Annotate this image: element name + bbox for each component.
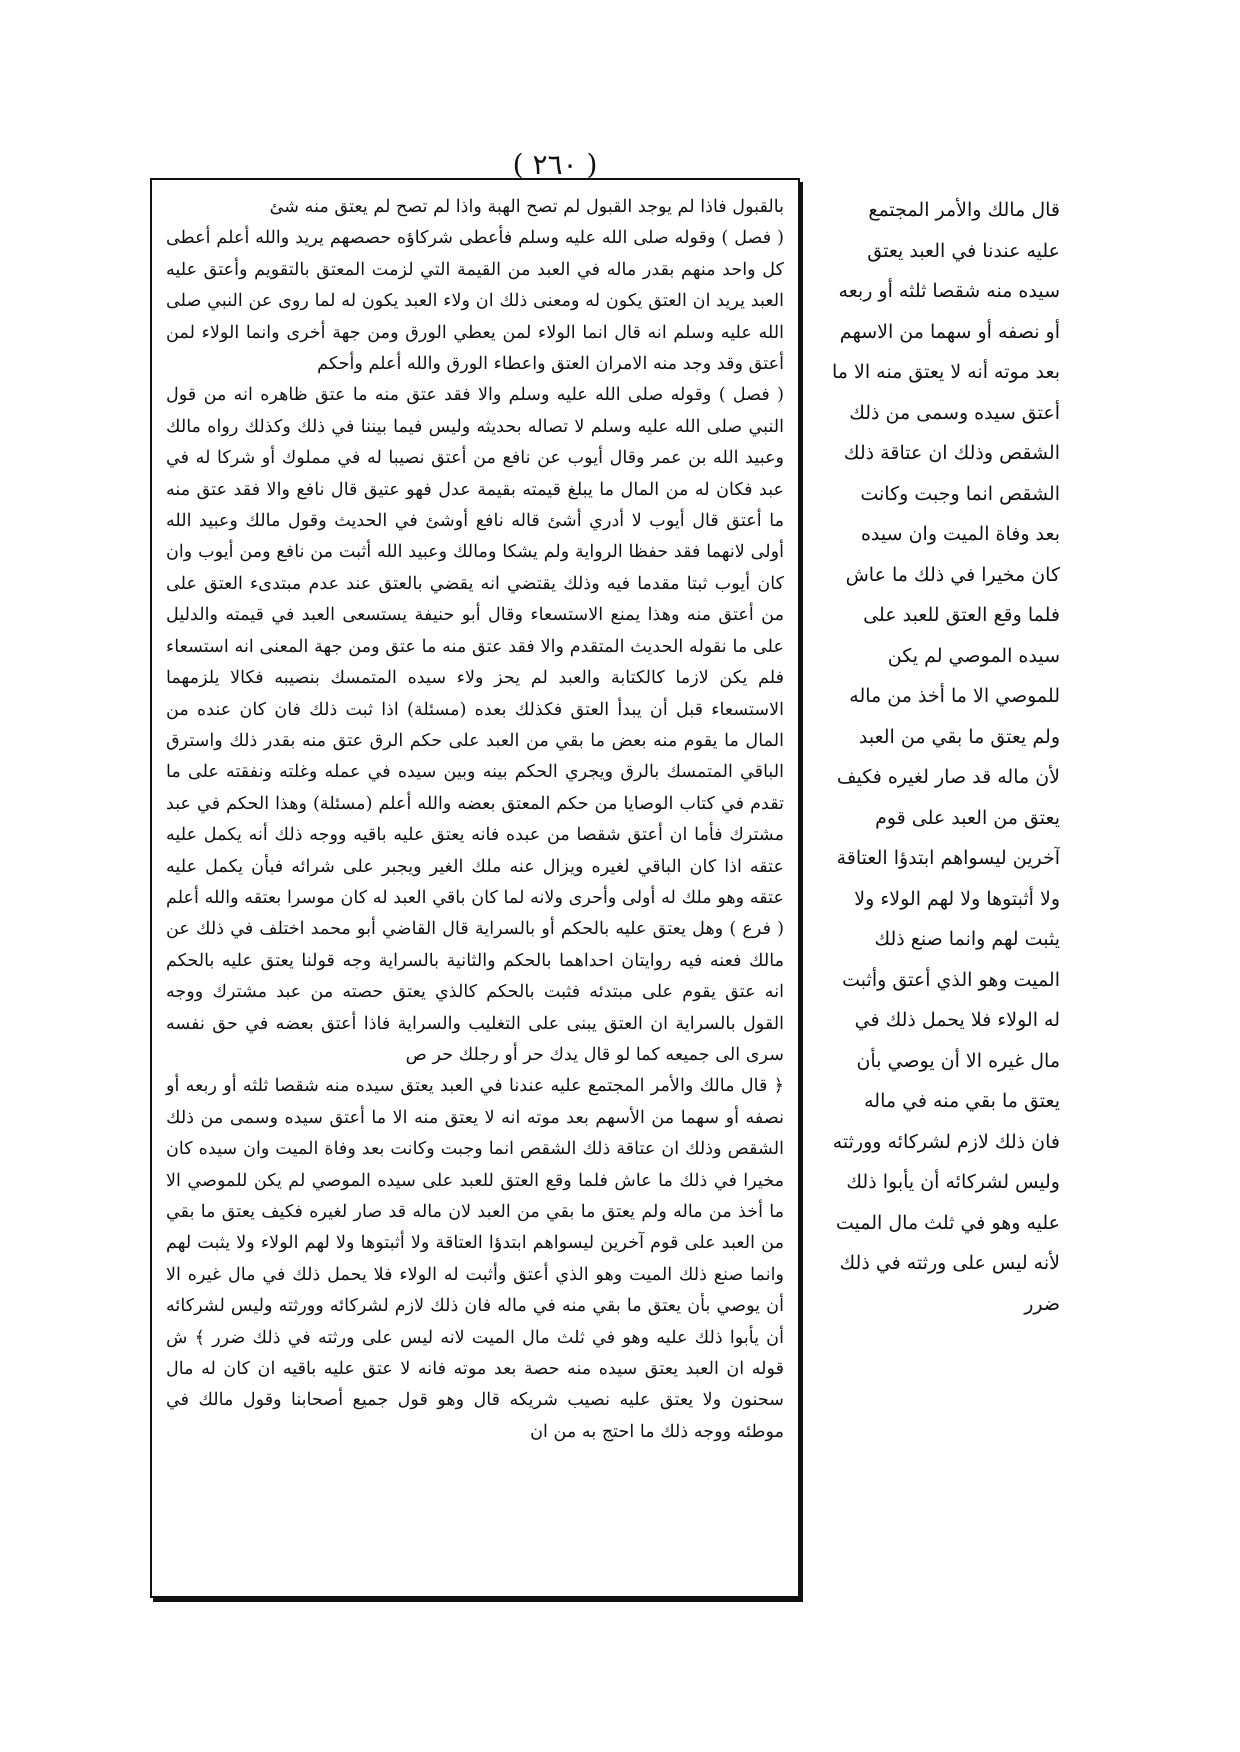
main-text-frame: [150, 178, 800, 1598]
main-paragraph: ﴿ قال مالك والأمر المجتمع عليه عندنا في العبد يعتق سيده منه شقصا ثلثه أو ربعه أو نصفه أو سهما من الأسهم بعد موته انه لا يعتق منه الا ما أعتق سيده وسمى من ذلك الشقص وذلك ان عتاقة ذلك الشقص انما وجبت وكانت بعد وفاة الميت وان سيده كان مخيرا في ذلك ما عاش فلما وقع العتق للعبد على سيده الموصي لم يكن للموصي الا ما أخذ من ماله ولم يعتق ما بقي من العبد لان ماله قد صار لغيره فكيف يعتق ما بقي من العبد على قوم آخرين ليسواهم ابتدؤا العتاقة ولا أثبتوها ولا لهم الولاء ولا يثبت لهم وانما صنع ذلك الميت وهو الذي أعتق وأثبت له الولاء فلا يحمل ذلك في مال غيره الا أن يوصي بأن يعتق ما بقي منه في ماله فان ذلك لازم لشركائه وورثته وليس لشركائه أن يأبوا ذلك عليه وهو في ثلث مال الميت لانه ليس على ورثته في ذلك ضرر ﴾ ش قوله ان العبد يعتق سيده منه حصة بعد موته فانه لا عتق عليه باقيه ان كان له مال سحنون ولا يعتق عليه نصيب شريكه قال وهو قول جميع أصحابنا وقول مالك في موطئه ووجه ذلك ما احتج به من ان: [166, 1076, 784, 1442]
main-paragraph: بالقبول فاذا لم يوجد القبول لم تصح الهبة واذا لم تصح لم يعتق منه شئ: [269, 197, 784, 217]
main-paragraph: ( فصل ) وقوله صلى الله عليه وسلم والا فقد عتق منه ما عتق ظاهره انه من قول النبي صلى الله عليه وسلم لا تصاله بحديثه وليس فيما بيننا في ذلك وكذلك رواه مالك وعبيد الله بن عمر وقال أيوب عن نافع من أعتق نصيبا له في مملوك أو شركا له في عبد فكان له من المال ما يبلغ قيمته بقيمة عدل فهو عتيق قال نافع والا فقد عتق منه ما أعتق قال أيوب لا أدري أشئ قاله نافع أوشئ في الحديث وقول مالك وعبيد الله أولى لانهما فقد حفظا الرواية ولم يشكا ومالك وعبيد الله أثبت من نافع ومن أيوب وان كان أيوب ثبتا مقدما فيه وذلك يقتضي انه يقضي بالعتق عند عدم مبتدىء العتق على من أعتق منه وهذا يمنع الاستسعاء وقال أبو حنيفة يستسعى العبد في قيمته والدليل على ما نقوله الحديث المتقدم والا فقد عتق منه ما عتق ومن جهة المعنى انه استسعاء فلم يكن لازما كالكتابة والعبد لم يحز ولاء سيده المتمسك بنصيبه فكالا يلزمهما الاستسعاء قبل أن يبدأ العتق فكذلك بعده (مسئلة) اذا ثبت ذلك فان كان عنده من المال ما يقوم منه بعض ما بقي من العبد على حكم الرق عتق منه بقدر ذلك واسترق الباقي المتمسك بالرق ويجري الحكم بينه وبين سيده في عمله وغلته ونفقته على ما تقدم في كتاب الوصايا من حكم المعتق بعضه والله أعلم (مسئلة) وهذا الحكم في عبد مشترك فأما ان أعتق شقصا من عبده فانه يعتق عليه باقيه ووجه ذلك أنه يكمل عليه عتقه اذا كان الباقي لغيره ويزال عنه ملك الغير ويجبر على شرائه فبأن يكمل عليه عتقه وهو ملك له أولى وأحرى ولانه لما كان باقي العبد له كان موسرا بعتقه والله أعلم ( فرع ) وهل يعتق عليه بالحكم أو بالسراية قال القاضي أبو محمد اختلف في ذلك عن مالك فعنه فيه روايتان احداهما بالحكم والثانية بالسراية وجه قولنا يعتق عليه بالحكم انه عتق يقوم على مبتدئه فثبت بالحكم كالذي يعتق حصته من عبد مشترك ووجه القول بالسراية ان العتق يبنى على التغليب والسراية فاذا أعتق بعضه في حق نفسه سرى الى جميعه كما لو قال يدك حر أو رجلك حر ص: [166, 385, 784, 1065]
margin-text: [832, 190, 1060, 1590]
main-paragraph: ( فصل ) وقوله صلى الله عليه وسلم فأعطى شركاؤه حصصهم يريد والله أعلم أعطى كل واحد منهم بقدر ماله في العبد من القيمة التي لزمت المعتق بالتقويم وأعتق عليه العبد يريد ان العتق يكون له ومعنى ذلك ان ولاء العبد يكون له لما روى عن النبي صلى الله عليه وسلم انه قال انما الولاء لمن يعطي الورق ومن جهة أخرى وانما الولاء لمن أعتق وقد وجد منه الامران العتق واعطاء الورق والله أعلم وأحكم: [166, 228, 784, 375]
margin-paragraph: قال مالك والأمر المجتمع عليه عندنا في العبد يعتق سيده منه شقصا ثلثه أو ربعه أو نصفه أو سهما من الاسهم بعد موته أنه لا يعتق منه الا ما أعتق سيده وسمى من ذلك الشقص وذلك ان عتاقة ذلك الشقص انما وجبت وكانت بعد وفاة الميت وان سيده كان مخيرا في ذلك ما عاش فلما وقع العتق للعبد على سيده الموصي لم يكن للموصي الا ما أخذ من ماله ولم يعتق ما بقي من العبد لأن ماله قد صار لغيره فكيف يعتق من العبد على قوم آخرين ليسواهم ابتدؤا العتاقة ولا أثبتوها ولا لهم الولاء ولا يثبت لهم وانما صنع ذلك الميت وهو الذي أعتق وأثبت له الولاء فلا يحمل ذلك في مال غيره الا أن يوصي بأن يعتق ما بقي منه في ماله فان ذلك لازم لشركائه وورثته وليس لشركائه أن يأبوا ذلك عليه وهو في ثلث مال الميت لأنه ليس على ورثته في ذلك ضرر: [832, 199, 1060, 1315]
main-text: [166, 192, 784, 1448]
page-number: ( ٢٦٠ ): [512, 148, 598, 181]
